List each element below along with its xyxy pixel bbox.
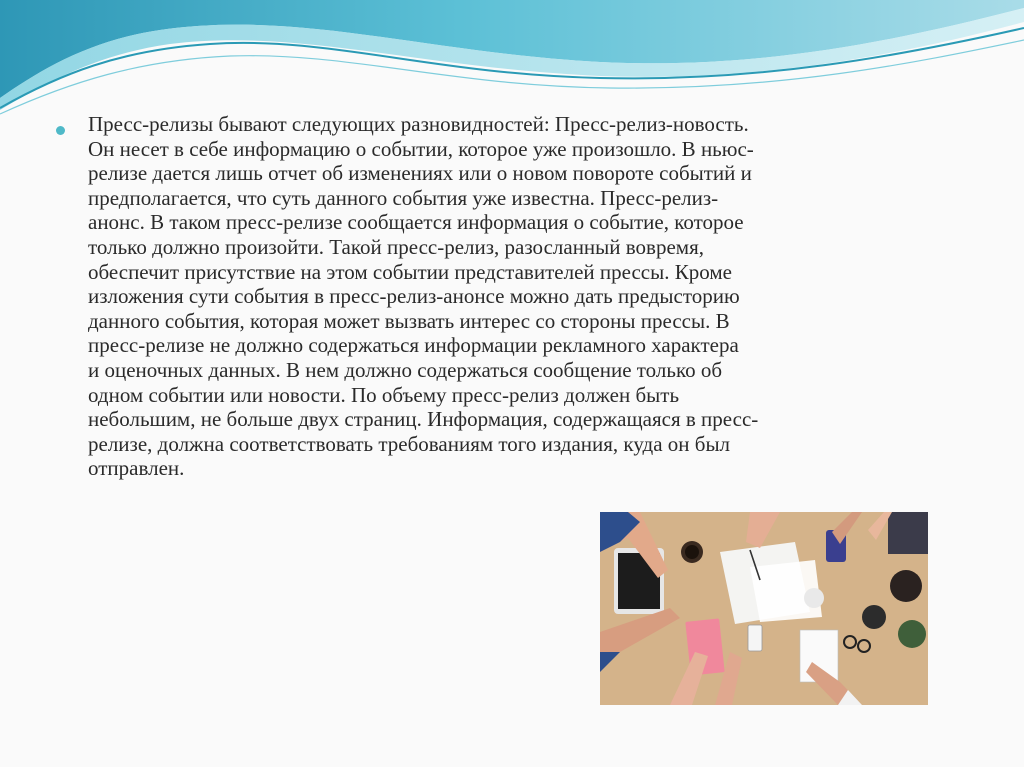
- text-line: и оценочных данных. В нем должно содержаться сообщение только об: [88, 357, 723, 382]
- round-bullet-icon: [56, 126, 65, 135]
- text-line: Он несет в себе информацию о событии, которое уже произошло. В ньюс-: [88, 136, 754, 161]
- text-line: пресс-релизе не должно содержаться информации рекламного характера: [88, 333, 739, 358]
- text-line: небольшим, не больше двух страниц. Информация, содержащаяся в пресс-: [88, 407, 759, 432]
- text-line: отправлен.: [88, 456, 185, 481]
- header-wave-decoration: [0, 0, 1024, 120]
- text-line: релизе, должна соответствовать требованиям того издания, куда он был: [88, 431, 731, 456]
- text-line: данного события, которая может вызвать интерес со стороны прессы. В: [88, 308, 730, 333]
- meeting-table-photo: [600, 512, 928, 705]
- text-line: анонс. В таком пресс-релизе сообщается информация о событие, которое: [88, 210, 744, 235]
- text-line: одном событии или новости. По объему пресс-релиз должен быть: [88, 382, 680, 407]
- text-line: предполагается, что суть данного события уже известна. Пресс-релиз-: [88, 185, 719, 210]
- text-line: изложения сути события в пресс-релиз-анонсе можно дать предысторию: [88, 284, 740, 309]
- text-line: только должно произойти. Такой пресс-релиз, разосланный вовремя,: [88, 234, 704, 259]
- text-line: релизе дается лишь отчет об изменениях или о новом повороте событий и: [88, 161, 752, 186]
- text-line: Пресс-релизы бывают следующих разновидностей: Пресс-релиз-новость.: [88, 112, 749, 136]
- text-line: обеспечит присутствие на этом событии представителей прессы. Кроме: [88, 259, 732, 284]
- body-paragraph: [88, 112, 978, 481]
